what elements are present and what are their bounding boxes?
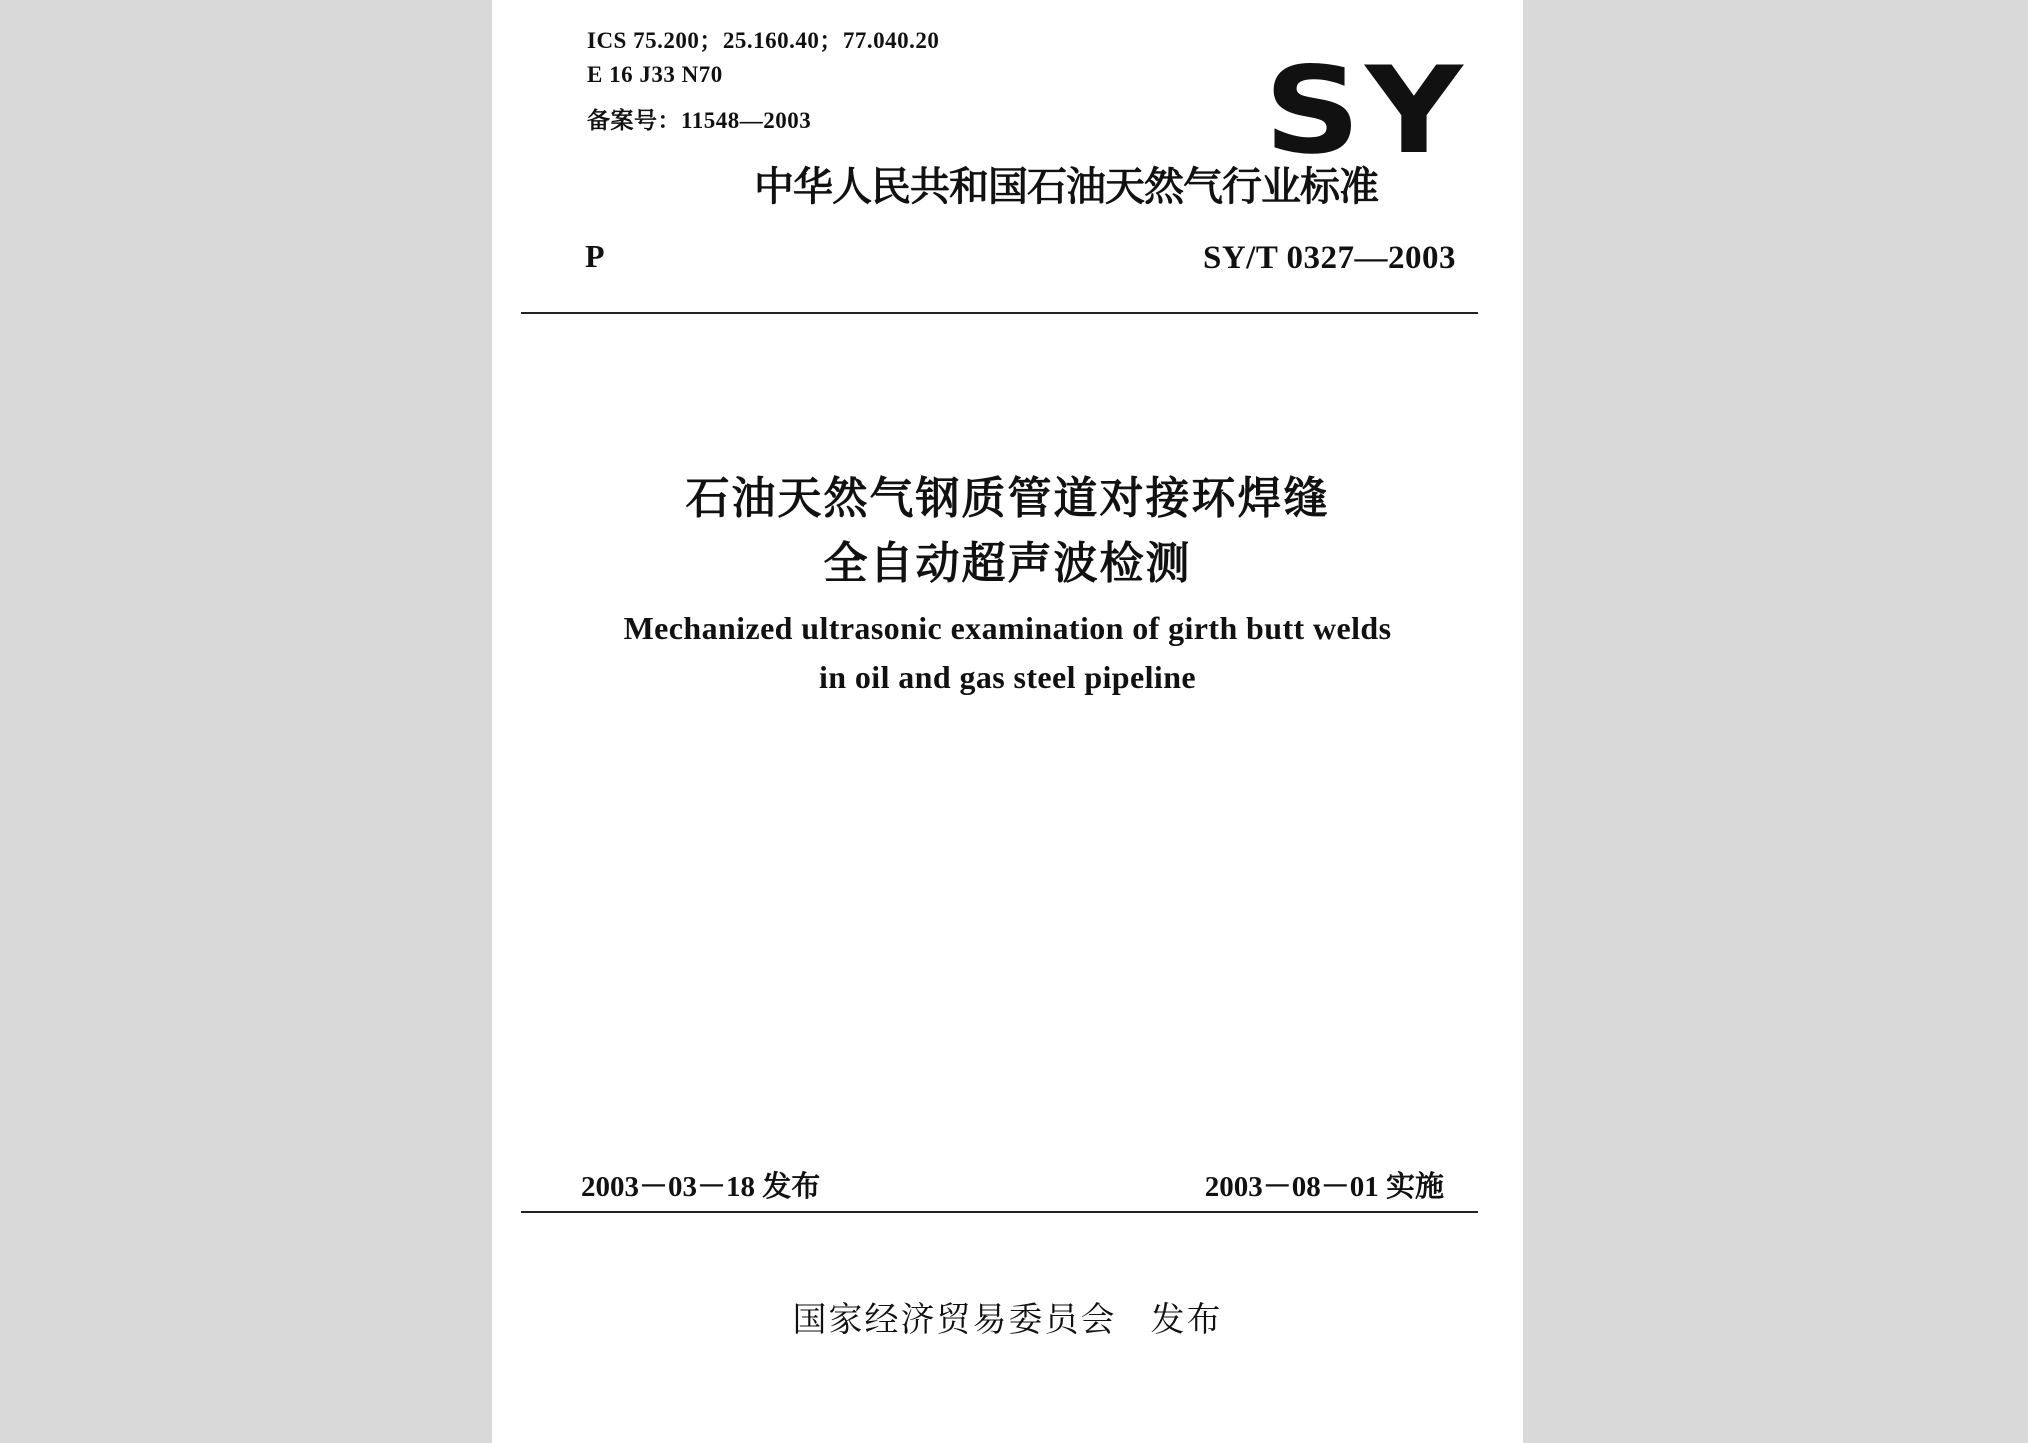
sy-logo: SY [1264,42,1468,181]
implementation-date: 2003－08－01 实施 [1204,1171,1444,1203]
bottom-divider [521,1211,1478,1213]
title-en-line2: in oil and gas steel pipeline [819,659,1196,695]
document-cover-page [492,0,1523,1443]
ics-code: ICS 75.200；25.160.40；77.040.20 [587,28,940,53]
top-divider [521,312,1478,314]
ccs-code: E 16 J33 N70 [587,62,723,87]
publisher-action: 发布 [1150,1300,1223,1340]
publisher-name: 国家经济贸易委员会 [792,1300,1117,1340]
standard-number: SY/T 0327—2003 [1202,240,1456,276]
category-code: P [585,238,605,274]
industry-standard-heading: 中华人民共和国石油天然气行业标准 [754,164,1378,210]
title-cn-line1: 石油天然气钢质管道对接环焊缝 [685,473,1330,524]
title-en-line1: Mechanized ultrasonic examination of girth butt welds [623,610,1392,646]
issue-date: 2003－03－18 发布 [581,1171,821,1203]
record-number: 备案号：11548—2003 [587,108,812,133]
publisher-line [492,1292,1523,1341]
title-cn-line2: 全自动超声波检测 [823,538,1192,589]
